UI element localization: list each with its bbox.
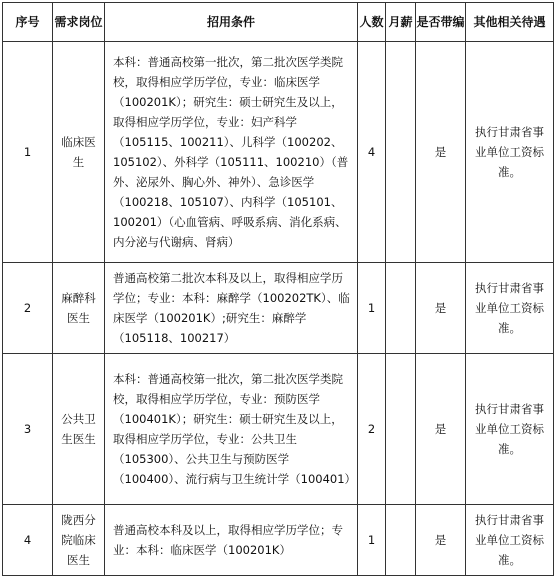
- header-conditions: 招用条件: [105, 3, 358, 42]
- header-position: 需求岗位: [53, 3, 105, 42]
- table-row: [3, 354, 554, 505]
- cell-position: 麻醉科医生: [53, 263, 105, 354]
- table-row: [3, 505, 554, 576]
- header-other: 其他相关待遇: [466, 3, 554, 42]
- cell-other: 执行甘肃省事业单位工资标准。: [466, 263, 554, 354]
- cell-bianzhi: 是: [416, 354, 466, 505]
- table-row: [3, 42, 554, 263]
- cell-other: 执行甘肃省事业单位工资标准。: [466, 505, 554, 576]
- cell-position: 临床医生: [53, 42, 105, 263]
- cell-count: 4: [358, 42, 386, 263]
- cell-salary: [386, 505, 416, 576]
- cell-conditions: 本科：普通高校第一批次，第二批次医学类院校，取得相应学历学位，专业：临床医学（100201K）；研究生：硕士研究生及以上，取得相应学历学位，专业：妇产科学（105115、100211）、儿科学（100202、105102）、外科学（105111、100210）（普外、泌尿外、胸心外、神外）、急诊医学（100218、105107）、内科学（105101、100201）（心血管病、呼吸系病、消化系病、内分泌与代谢病、肾病）: [105, 42, 358, 263]
- header-row: [3, 3, 554, 42]
- cell-conditions: 本科：普通高校第一批次，第二批次医学类院校，取得相应学历学位，专业：预防医学（100401K）；研究生：硕士研究生及以上，取得相应学历学位，专业：公共卫生（105300）、公共卫生与预防医学（100400）、流行病与卫生统计学（100401）: [105, 354, 358, 505]
- recruitment-table: [2, 2, 554, 576]
- cell-position: 公共卫生医生: [53, 354, 105, 505]
- header-count: 人数: [358, 3, 386, 42]
- cell-other: 执行甘肃省事业单位工资标准。: [466, 354, 554, 505]
- table-row: [3, 263, 554, 354]
- cell-seq: 3: [3, 354, 53, 505]
- header-bianzhi: 是否带编: [416, 3, 466, 42]
- cell-count: 2: [358, 354, 386, 505]
- cell-seq: 4: [3, 505, 53, 576]
- cell-count: 1: [358, 505, 386, 576]
- cell-bianzhi: 是: [416, 263, 466, 354]
- cell-salary: [386, 263, 416, 354]
- cell-salary: [386, 42, 416, 263]
- cell-seq: 1: [3, 42, 53, 263]
- cell-count: 1: [358, 263, 386, 354]
- cell-salary: [386, 354, 416, 505]
- cell-other: 执行甘肃省事业单位工资标准。: [466, 42, 554, 263]
- header-salary: 月薪: [386, 3, 416, 42]
- cell-position: 陇西分院临床医生: [53, 505, 105, 576]
- cell-bianzhi: 是: [416, 42, 466, 263]
- cell-seq: 2: [3, 263, 53, 354]
- cell-conditions: 普通高校第二批次本科及以上，取得相应学历学位；专业：本科：麻醉学（100202TK）、临床医学（100201K）;研究生：麻醉学（105118、100217）: [105, 263, 358, 354]
- cell-conditions: 普通高校本科及以上，取得相应学历学位；专业：本科：临床医学（100201K）: [105, 505, 358, 576]
- header-seq: 序号: [3, 3, 53, 42]
- cell-bianzhi: 是: [416, 505, 466, 576]
